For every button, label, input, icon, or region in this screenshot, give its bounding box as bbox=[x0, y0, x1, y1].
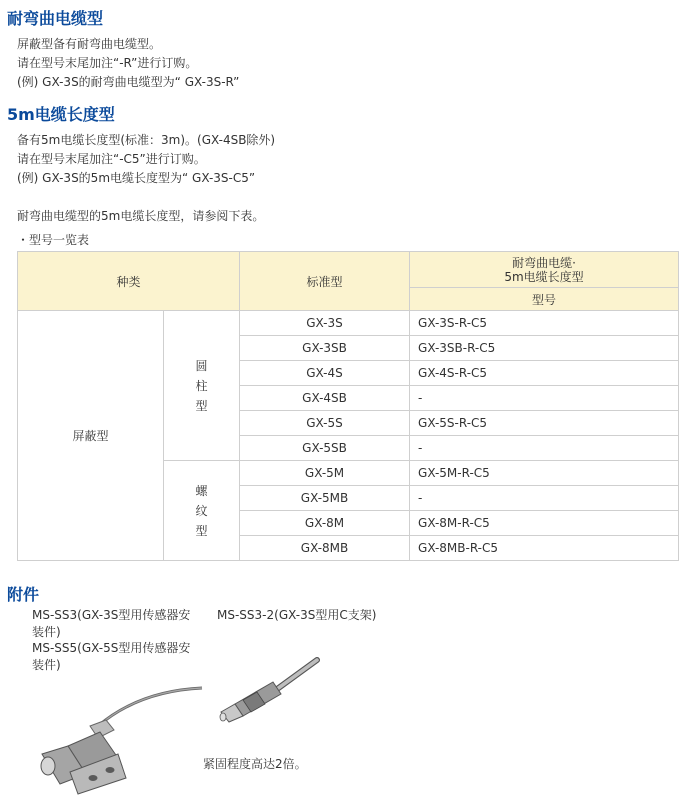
group-shielded: 屏蔽型 bbox=[18, 311, 164, 561]
subgroup-threaded-char: 型 bbox=[195, 523, 208, 538]
subgroup-cylindrical-char: 型 bbox=[195, 398, 208, 413]
model-table bbox=[17, 251, 679, 561]
header-combo-line-2: 5m电缆长度型 bbox=[504, 269, 584, 284]
header-standard: 标准型 bbox=[240, 252, 410, 311]
combo-model-cell: GX-3S-R-C5 bbox=[410, 311, 679, 336]
accessory-ms-ss3-line-2: 装件) bbox=[32, 625, 61, 639]
combo-model-cell: GX-4S-R-C5 bbox=[410, 361, 679, 386]
subgroup-cylindrical-char: 柱 bbox=[195, 378, 208, 393]
subgroup-threaded bbox=[164, 461, 240, 561]
section2-line-2: 请在型号末尾加注“-C5”进行订购。 bbox=[17, 152, 206, 166]
accessory-ms-ss3-line-1: MS-SS3(GX-3S型用传感器安 bbox=[32, 608, 191, 622]
section1-line-3: (例) GX-3S的耐弯曲电缆型为“ GX-3S-R” bbox=[17, 75, 240, 89]
standard-model-cell: GX-5SB bbox=[240, 436, 410, 461]
section2-line-1: 备有5m电缆长度型(标准：3m)。(GX-4SB除外) bbox=[17, 133, 276, 147]
combo-model-cell: GX-5M-R-C5 bbox=[410, 461, 679, 486]
header-combo-line-1: 耐弯曲电缆· bbox=[512, 255, 576, 270]
combo-model-cell: GX-3SB-R-C5 bbox=[410, 336, 679, 361]
c-bracket-image bbox=[213, 652, 325, 724]
section1-line-2: 请在型号末尾加注“-R”进行订购。 bbox=[17, 56, 198, 70]
subgroup-threaded-char: 螺 bbox=[195, 483, 208, 498]
header-combo bbox=[410, 252, 679, 288]
mounting-bracket-image bbox=[30, 668, 205, 798]
section-title-5m-cable: 5m电缆长度型 bbox=[7, 105, 115, 124]
section1-line-1: 屏蔽型备有耐弯曲电缆型。 bbox=[17, 37, 162, 51]
combo-model-cell: GX-8M-R-C5 bbox=[410, 511, 679, 536]
subgroup-threaded-char: 纹 bbox=[195, 503, 208, 518]
standard-model-cell: GX-4S bbox=[240, 361, 410, 386]
header-kind: 种类 bbox=[18, 252, 240, 311]
header-model: 型号 bbox=[410, 288, 679, 311]
accessory-ms-ss5-line-1: MS-SS5(GX-5S型用传感器安 bbox=[32, 641, 191, 655]
c-bracket-caption: 紧固程度高达2倍。 bbox=[203, 757, 307, 771]
standard-model-cell: GX-8MB bbox=[240, 536, 410, 561]
section2-line-3: (例) GX-3S的5m电缆长度型为“ GX-3S-C5” bbox=[17, 171, 256, 185]
standard-model-cell: GX-5MB bbox=[240, 486, 410, 511]
accessory-ms-ss5-line-2: 装件) bbox=[32, 658, 61, 672]
section-title-bending-cable: 耐弯曲电缆型 bbox=[7, 9, 104, 28]
accessory-ms-ss3 bbox=[32, 607, 190, 641]
model-list-title: ・型号一览表 bbox=[17, 233, 90, 247]
section2-note: 耐弯曲电缆型的5m电缆长度型，请参阅下表。 bbox=[17, 209, 265, 223]
combo-model-cell: - bbox=[410, 436, 679, 461]
standard-model-cell: GX-5M bbox=[240, 461, 410, 486]
subgroup-cylindrical-char: 圆 bbox=[195, 358, 208, 373]
standard-model-cell: GX-3SB bbox=[240, 336, 410, 361]
section-title-accessories: 附件 bbox=[7, 585, 40, 604]
subgroup-cylindrical bbox=[164, 311, 240, 461]
combo-model-cell: GX-8MB-R-C5 bbox=[410, 536, 679, 561]
combo-model-cell: - bbox=[410, 486, 679, 511]
standard-model-cell: GX-3S bbox=[240, 311, 410, 336]
standard-model-cell: GX-8M bbox=[240, 511, 410, 536]
standard-model-cell: GX-4SB bbox=[240, 386, 410, 411]
standard-model-cell: GX-5S bbox=[240, 411, 410, 436]
accessory-ms-ss3-2: MS-SS3-2(GX-3S型用C支架) bbox=[217, 608, 377, 622]
combo-model-cell: GX-5S-R-C5 bbox=[410, 411, 679, 436]
combo-model-cell: - bbox=[410, 386, 679, 411]
